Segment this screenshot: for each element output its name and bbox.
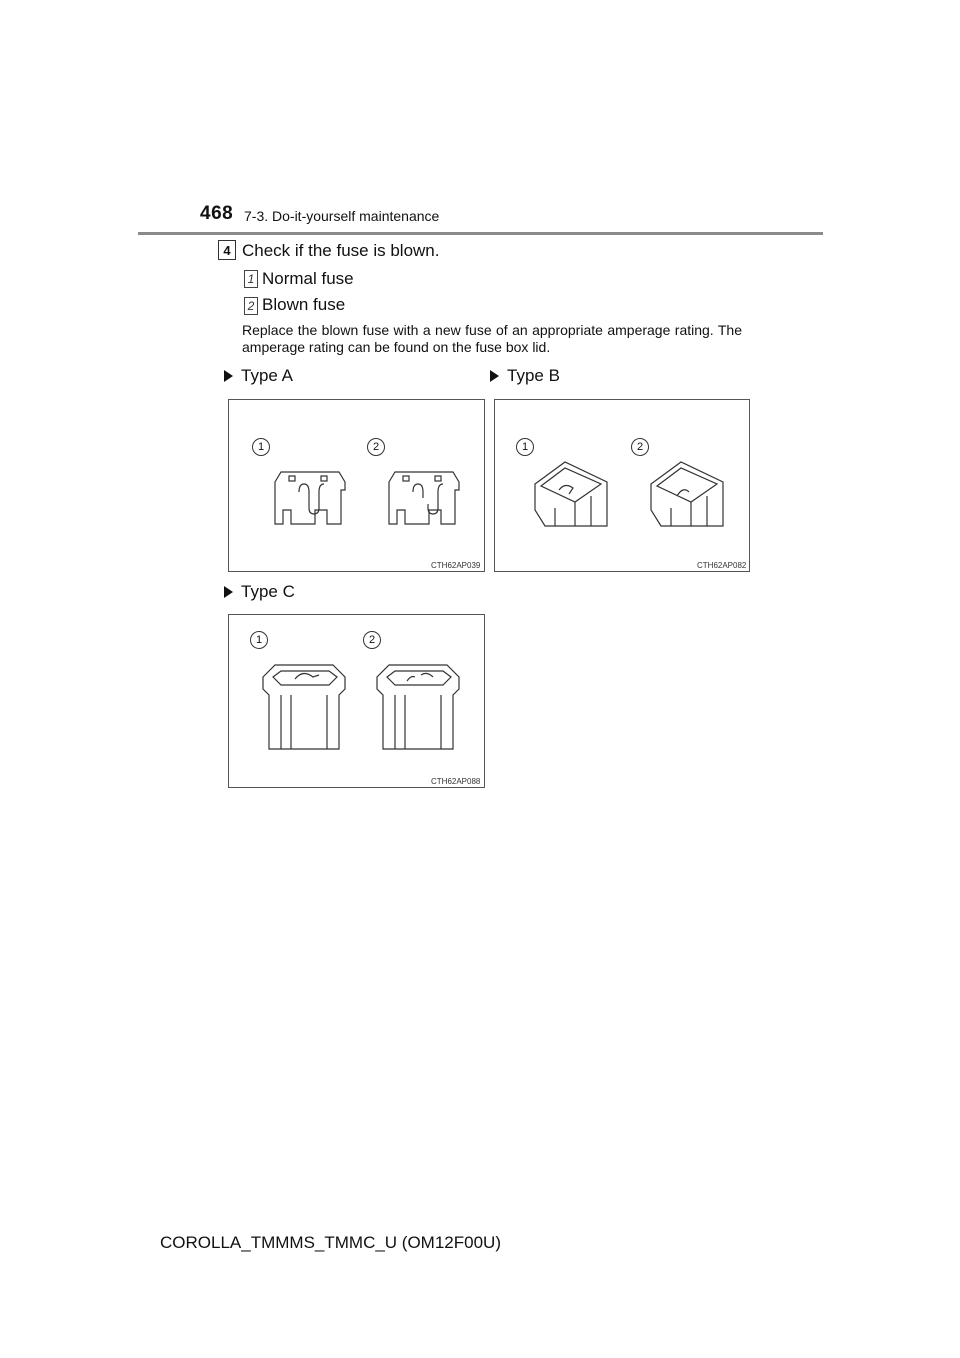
figure-code: CTH62AP088 [431,777,481,786]
step-instruction: Check if the fuse is blown. [242,241,440,260]
triangle-bullet-icon [224,586,233,598]
callout-1: 1 [252,438,270,456]
figure-type-a [228,399,485,572]
callout-1: 1 [250,631,268,649]
type-a-label: Type A [241,366,293,385]
item-label-blown-fuse: Blown fuse [262,295,346,314]
type-b-label: Type B [507,366,560,385]
item-marker-blown: 2 [244,297,258,315]
page-number: 468 [200,203,234,224]
item-label-normal-fuse: Normal fuse [262,269,354,288]
replacement-note: Replace the blown fuse with a new fuse of an appropriate amperage rating. The amperage rating can be found on the fuse box lid. [242,322,742,355]
type-c-fuse-illustration [229,615,484,787]
triangle-bullet-icon [224,370,233,382]
figure-type-c [228,614,485,788]
figure-code: CTH62AP039 [431,561,481,570]
callout-1: 1 [516,438,534,456]
header-divider [138,232,823,235]
type-b-fuse-illustration [495,400,749,571]
callout-2: 2 [363,631,381,649]
step-number-badge: 4 [218,240,236,260]
callout-2: 2 [367,438,385,456]
footer-model: COROLLA_TMMMS_TMMC_U (OM12F00U) [160,1233,501,1252]
figure-type-b [494,399,750,572]
type-a-fuse-illustration [229,400,484,571]
type-c-heading [224,582,295,602]
type-b-heading [490,366,560,386]
callout-2: 2 [631,438,649,456]
figure-code: CTH62AP082 [697,561,747,570]
section-title: 7-3. Do-it-yourself maintenance [244,208,440,224]
triangle-bullet-icon [490,370,499,382]
type-a-heading [224,366,293,386]
type-c-label: Type C [241,582,295,601]
item-marker-normal: 1 [244,270,258,288]
